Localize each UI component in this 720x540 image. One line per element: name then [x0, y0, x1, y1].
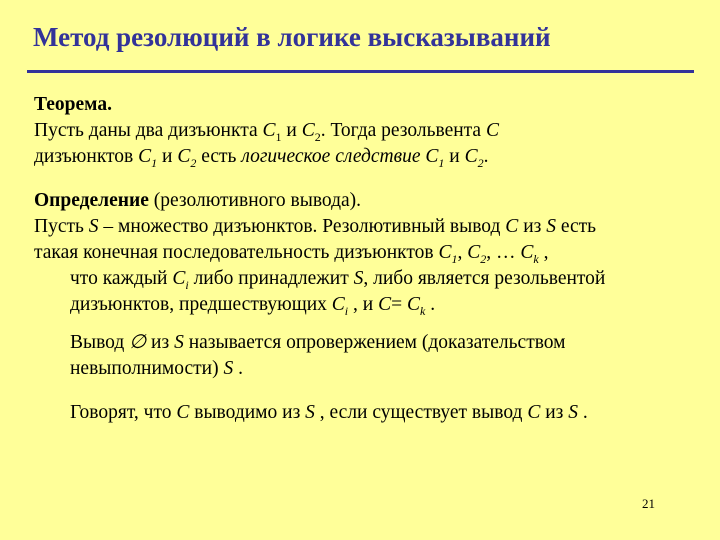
title-underline — [27, 70, 694, 73]
definition-line-1: Пусть S – множество дизъюнктов. Резолютивный вывод C из S есть — [34, 216, 597, 237]
theorem-line-1: Пусть даны два дизъюнкта $C_1$ и $C_2$. Тогда резольвента C — [34, 120, 499, 144]
empty-set-symbol: ∅ — [129, 332, 147, 353]
theorem-heading: Теорема. — [34, 94, 112, 115]
slide-title: Метод резолюций в логике высказываний — [33, 22, 551, 52]
definition-line-2: такая конечная последовательность дизъюнктов $C_1$, $C_2$, … $C_k$ , — [34, 242, 549, 266]
slide-body — [34, 92, 704, 426]
theorem-line-2: дизъюнктов $C_1$ и $C_2$ есть логическое следствие $C_1$ и $C_2$. — [34, 146, 489, 170]
definition-line-3: что каждый $C_i$ либо принадлежит S, либо является резольвентой — [70, 268, 606, 292]
page-number: 21 — [642, 496, 655, 511]
refutation-line-2: невыполнимости) S . — [70, 358, 243, 379]
derivable-line: Говорят, что C выводимо из S , если существует вывод C из S . — [70, 402, 588, 423]
refutation-line-1: Вывод ∅ из S называется опровержением (доказательством — [70, 332, 566, 353]
definition-line-4: дизъюнктов, предшествующих $C_i$ , и $C= C_k$ . — [70, 294, 436, 318]
definition-heading: Определение (резолютивного вывода). — [34, 190, 362, 211]
